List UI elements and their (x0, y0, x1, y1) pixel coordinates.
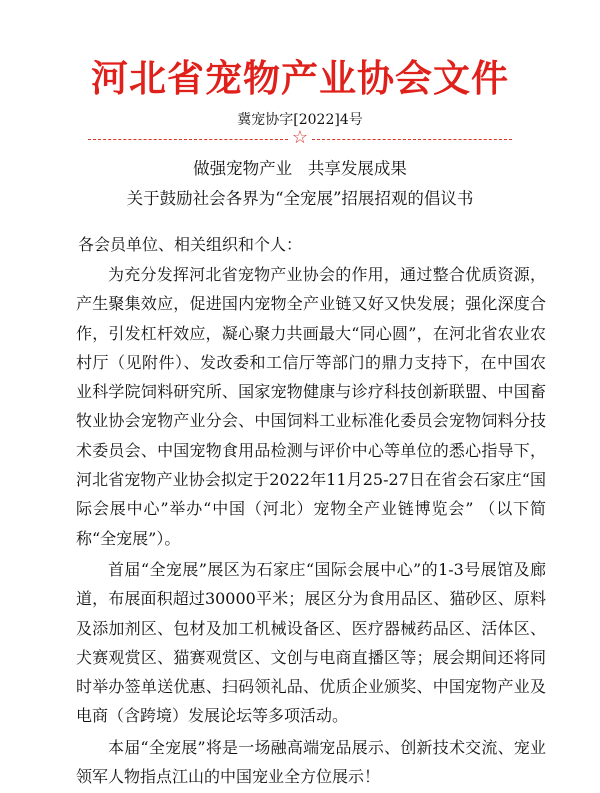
document-heading: 关于鼓励社会各界为“全宠展”招展招观的倡议书 (126, 189, 474, 208)
divider-line-left (88, 139, 288, 140)
document-subtitle: 做强宠物产业 共享发展成果 (193, 159, 407, 178)
divider-line-right (312, 139, 512, 140)
document-number: 冀宠协字[2022]4号 (237, 112, 363, 128)
star-icon: ☆ (291, 127, 309, 148)
body-paragraph-3: 本届“全宠展”将是一场融高端宠品展示、创新技术交流、宠业领军人物指点江山的中国宠业全方位展示！ (76, 737, 546, 787)
body-paragraph-2: 首届“全宠展”展区为石家庄“国际会展中心”的1-3号展馆及廊道，布展面积超过30000平米；展区分为食用品区、猫砂区、原料及添加剂区、包材及加工机械设备区、医疗器械药品区、活体区、犬赛观赏区、猫赛观赏区、文创与电商直播区等；展会期间还将同时举办签单送优惠、扫码领礼品、优质企业颁奖、中国宠物产业及电商（含跨境）发展论坛等多项活动。 (76, 559, 546, 726)
body-paragraph-1: 为充分发挥河北省宠物产业协会的作用，通过整合优质资源，产生聚集效应，促进国内宠物全产业链又好又快发展；强化深度合作，引发杠杆效应，凝心聚力共画最大“同心圆”，在河北省农业农村厅（见附件）、发改委和工信厅等部门的鼎力支持下，在中国农业科学院饲料研究所、国家宠物健康与诊疗科技创新联盟、中国畜牧业协会宠物产业分会、中国饲料工业标准化委员会宠物饲料分技术委员会、中国宠物食用品检测与评价中心等单位的悉心指导下，河北省宠物产业协会拟定于2022年11月25-27日在省会石家庄“国际会展中心”举办“中国（河北）宠物全产业链博览会” （以下简称“全宠展”）。 (76, 265, 546, 548)
red-divider (88, 129, 512, 149)
salutation: 各会员单位、相关组织和个人： (78, 235, 303, 254)
body-text (76, 260, 546, 793)
document-title: 河北省宠物产业协会文件 (91, 57, 509, 100)
